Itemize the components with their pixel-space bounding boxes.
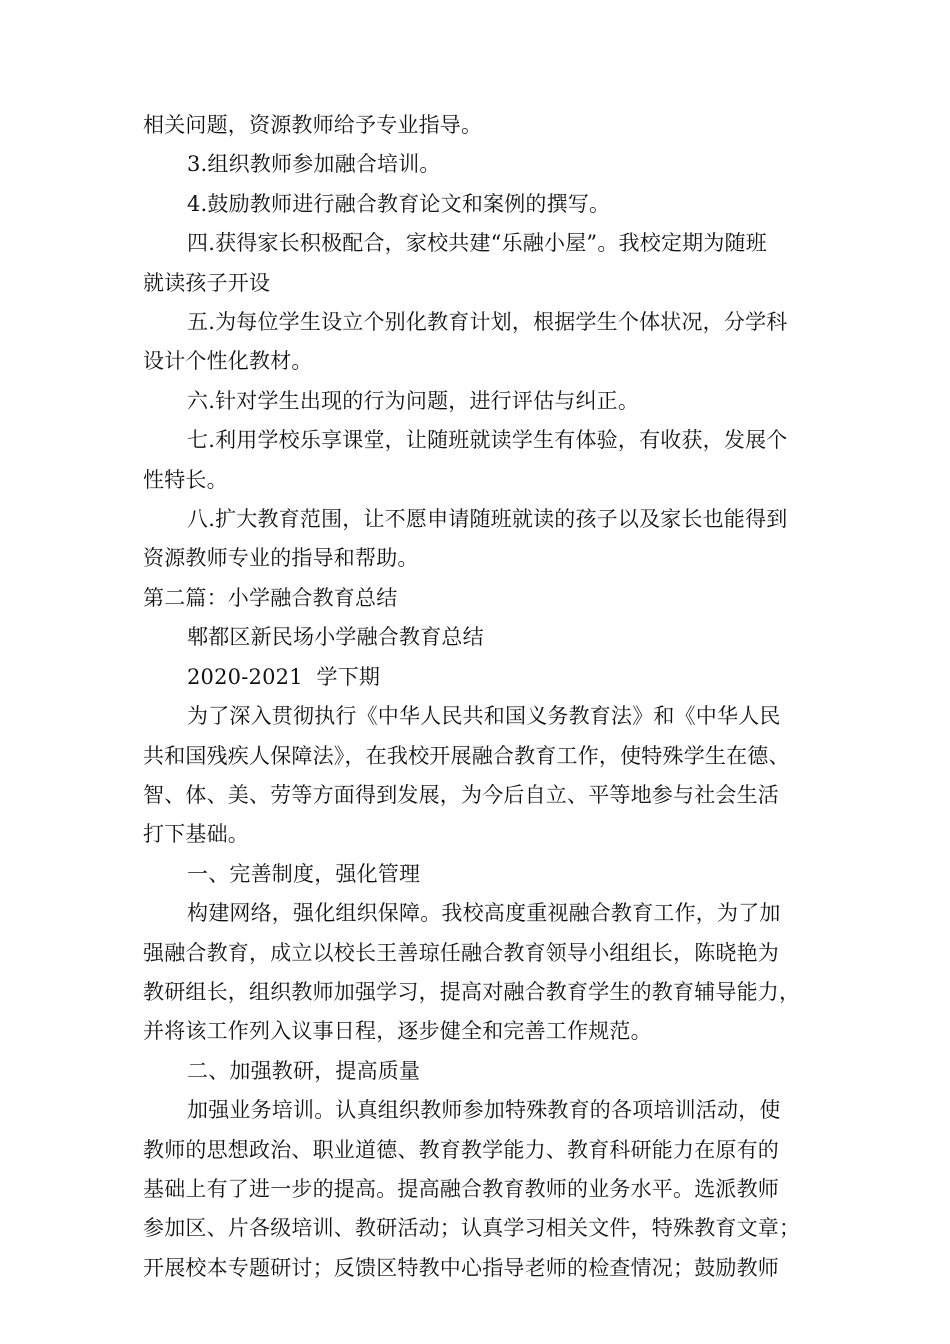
text-line: 就读孩子开设 bbox=[143, 270, 271, 295]
text-line: 打下基础。 bbox=[143, 822, 249, 847]
text-line: 八.扩大教育范围，让不愿申请随班就读的孩子以及家长也能得到 bbox=[187, 507, 788, 532]
text-line: 性特长。 bbox=[143, 467, 228, 492]
text-line: 设计个性化教材。 bbox=[143, 349, 313, 374]
subheading: 一、完善制度，强化管理 bbox=[187, 861, 421, 886]
text-line: 4.鼓励教师进行融合教育论文和案例的撰写。 bbox=[187, 191, 611, 216]
text-line: 基础上有了进一步的提高。提高融合教育教师的业务水平。选派教师 bbox=[143, 1176, 779, 1201]
text-line: 强融合教育，成立以校长王善琼任融合教育领导小组组长，陈晓艳为 bbox=[143, 940, 779, 965]
text-line: 教研组长，组织教师加强学习，提高对融合教育学生的教育辅导能力， bbox=[143, 979, 801, 1004]
term-line: 2020-2021 学下期 bbox=[187, 664, 381, 689]
text-line: 构建网络，强化组织保障。我校高度重视融合教育工作，为了加 bbox=[187, 901, 781, 926]
text-line: 共和国残疾人保障法》，在我校开展融合教育工作，使特殊学生在德、 bbox=[143, 743, 790, 768]
text-line: 六.针对学生出现的行为问题，进行评估与纠正。 bbox=[187, 388, 640, 413]
text-line: 教师的思想政治、职业道德、教育教学能力、教育科研能力在原有的 bbox=[143, 1137, 779, 1162]
subheading: 二、加强教研，提高质量 bbox=[187, 1058, 421, 1083]
text-line: 为了深入贯彻执行《中华人民共和国义务教育法》和《中华人民 bbox=[187, 704, 781, 729]
text-line: 并将该工作列入议事日程，逐步健全和完善工作规范。 bbox=[143, 1019, 652, 1044]
text-line: 相关问题，资源教师给予专业指导。 bbox=[143, 113, 483, 137]
text-line: 加强业务培训。认真组织教师参加特殊教育的各项培训活动，使 bbox=[187, 1098, 781, 1123]
text-line: 开展校本专题研讨；反馈区特教中心指导老师的检查情况；鼓励教师 bbox=[143, 1255, 779, 1280]
text-line: 3.组织教师参加融合培训。 bbox=[187, 152, 441, 177]
text-line: 四.获得家长积极配合，家校共建“乐融小屋”。我校定期为随班 bbox=[187, 231, 767, 256]
text-line: 资源教师专业的指导和帮助。 bbox=[143, 546, 419, 571]
text-line: 七.利用学校乐享课堂，让随班就读学生有体验，有收获，发展个 bbox=[187, 428, 788, 453]
document-title: 郫都区新民场小学融合教育总结 bbox=[187, 625, 484, 650]
text-line: 五.为每位学生设立个别化教育计划，根据学生个体状况，分学科 bbox=[187, 310, 788, 335]
document-page bbox=[143, 106, 813, 1288]
text-line: 参加区、片各级培训、教研活动；认真学习相关文件，特殊教育文章； bbox=[143, 1216, 801, 1241]
text-line: 智、体、美、劳等方面得到发展，为今后自立、平等地参与社会生活 bbox=[143, 782, 779, 807]
section-heading: 第二篇：小学融合教育总结 bbox=[143, 585, 398, 610]
